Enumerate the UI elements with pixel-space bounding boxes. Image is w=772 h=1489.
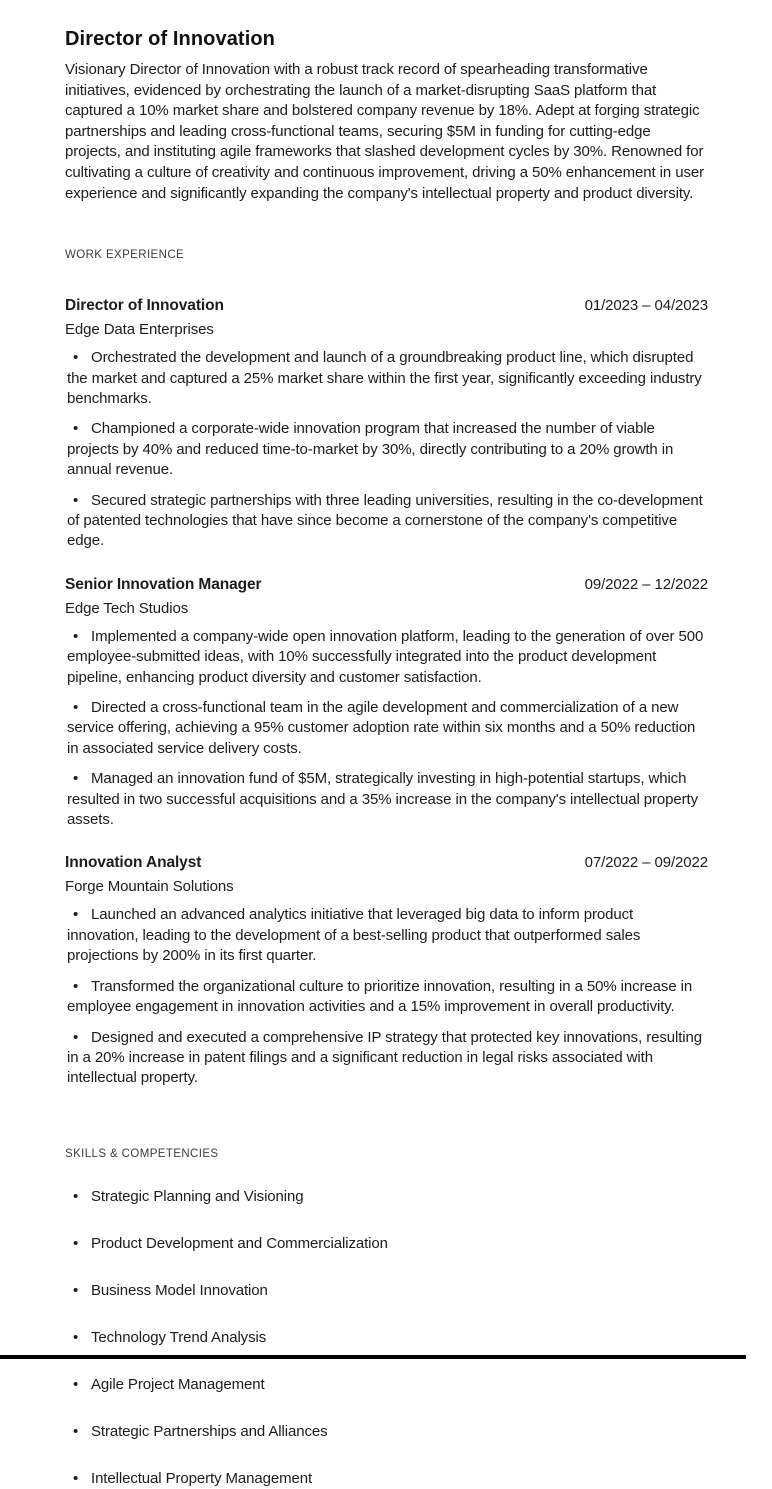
bullet-icon: •	[73, 1375, 79, 1393]
bullet-icon: •	[73, 1469, 79, 1487]
skill-text: Business Model Innovation	[91, 1281, 268, 1299]
skill-item	[65, 1422, 708, 1442]
bullet-icon: •	[73, 1328, 79, 1346]
job-title: Innovation Analyst	[65, 854, 202, 872]
bullet-text: Implemented a company-wide open innovation platform, leading to the generation of over 500 employee-submitted ideas, with 10% successfully integrated into the product development pipeline, enhancing product diversity and customer satisfaction.	[67, 627, 704, 686]
bullet-item	[65, 905, 708, 966]
skills-list	[65, 1187, 708, 1489]
job-dates: 07/2022 – 09/2022	[584, 854, 708, 872]
job-bullet-list	[65, 905, 708, 1088]
bullet-text: Championed a corporate-wide innovation program that increased the number of viable projects by 40% and reduced time-to-market by 30%, directly contributing to a 20% growth in annual revenue.	[67, 420, 674, 479]
skill-text: Strategic Planning and Visioning	[91, 1187, 304, 1205]
bullet-text: Orchestrated the development and launch of a groundbreaking product line, which disrupted the market and captured a 25% market share within the first year, significantly exceeding industry benchmarks.	[67, 349, 702, 407]
job-dates: 01/2023 – 04/2023	[584, 297, 708, 315]
bullet-item	[65, 698, 708, 759]
page-break-divider	[0, 1355, 746, 1359]
skill-item	[65, 1234, 708, 1254]
summary-text: Visionary Director of Innovation with a robust track record of spearheading transformative initiatives, evidenced by orchestrating the launch of a market-disrupting SaaS platform that captured a 10% market share and bolstered company revenue by 18%. Adept at forging strategic partnerships and leading cross-functional teams, securing $5M in funding for cutting-edge projects, and instituting agile frameworks that slashed development cycles by 30%. Renowned for cultivating a culture of creativity and continuous improvement, driving a 50% enhancement in user experience and significantly expanding the company's intellectual property and product diversity.	[65, 61, 704, 202]
bullet-item	[65, 627, 708, 688]
job-entry	[65, 576, 708, 831]
skills-heading: SKILLS & COMPETENCIES	[65, 1147, 219, 1160]
job-header	[65, 576, 708, 594]
bullet-text: Launched an advanced analytics initiative that leveraged big data to inform product innovation, leading to the development of a best-selling product that outperformed sales projections by 200% in its first quarter.	[67, 906, 641, 965]
bullet-item	[65, 419, 708, 480]
skill-item	[65, 1187, 708, 1207]
bullet-text: Secured strategic partnerships with three leading universities, resulting in the co-development of patented technologies that have since become a cornerstone of the company's competitive edge.	[67, 491, 703, 550]
bullet-item	[65, 1028, 708, 1089]
job-header	[65, 854, 708, 872]
job-title: Senior Innovation Manager	[65, 575, 262, 593]
job-entry	[65, 854, 708, 1088]
bullet-icon: •	[73, 349, 79, 367]
bullet-item	[65, 348, 708, 409]
bullet-icon: •	[73, 627, 79, 645]
skill-item	[65, 1328, 708, 1348]
job-company: Edge Data Enterprises	[65, 321, 214, 339]
bullet-text: Designed and executed a comprehensive IP strategy that protected key innovations, resulting in a 20% increase in patent filings and a significant reduction in legal risks associated with intellectual property.	[67, 1028, 702, 1087]
job-header	[65, 297, 708, 315]
bullet-icon: •	[73, 1422, 79, 1440]
job-entry	[65, 297, 708, 552]
bullet-icon: •	[73, 906, 79, 924]
job-bullet-list	[65, 348, 708, 552]
job-title: Director of Innovation	[65, 297, 224, 315]
bullet-text: Transformed the organizational culture to prioritize innovation, resulting in a 50% increase in employee engagement in innovation activities and a 15% improvement in overall productivity.	[67, 977, 693, 1016]
bullet-item	[65, 977, 708, 1018]
bullet-icon: •	[73, 491, 79, 509]
bullet-text: Managed an innovation fund of $5M, strategically investing in high-potential startups, which resulted in two successful acquisitions and a 35% increase in the company's intellectual property assets.	[67, 770, 699, 829]
skill-text: Strategic Partnerships and Alliances	[91, 1422, 328, 1440]
bullet-icon: •	[73, 1234, 79, 1252]
bullet-item	[65, 491, 708, 552]
bullet-text: Directed a cross-functional team in the agile development and commercialization of a new service offering, achieving a 95% customer adoption rate within six months and a 50% reduction in associated service delivery costs.	[67, 699, 696, 757]
page-title: Director of Innovation	[65, 28, 275, 50]
bullet-item	[65, 769, 708, 830]
bullet-icon: •	[73, 770, 79, 788]
bullet-icon: •	[73, 699, 79, 717]
skill-item	[65, 1469, 708, 1489]
bullet-icon: •	[73, 1187, 79, 1205]
bullet-icon: •	[73, 977, 79, 995]
skill-text: Product Development and Commercialization	[91, 1234, 388, 1252]
skill-text: Intellectual Property Management	[91, 1469, 313, 1487]
job-company: Edge Tech Studios	[65, 599, 189, 617]
job-dates: 09/2022 – 12/2022	[584, 575, 708, 593]
bullet-icon: •	[73, 1028, 79, 1046]
job-company: Forge Mountain Solutions	[65, 878, 234, 896]
skill-text: Agile Project Management	[91, 1375, 265, 1393]
work-experience-heading: WORK EXPERIENCE	[65, 249, 185, 262]
skill-text: Technology Trend Analysis	[91, 1328, 267, 1346]
bullet-icon: •	[73, 420, 79, 438]
skill-item	[65, 1375, 708, 1395]
skill-item	[65, 1281, 708, 1301]
job-bullet-list	[65, 627, 708, 831]
bullet-icon: •	[73, 1281, 79, 1299]
